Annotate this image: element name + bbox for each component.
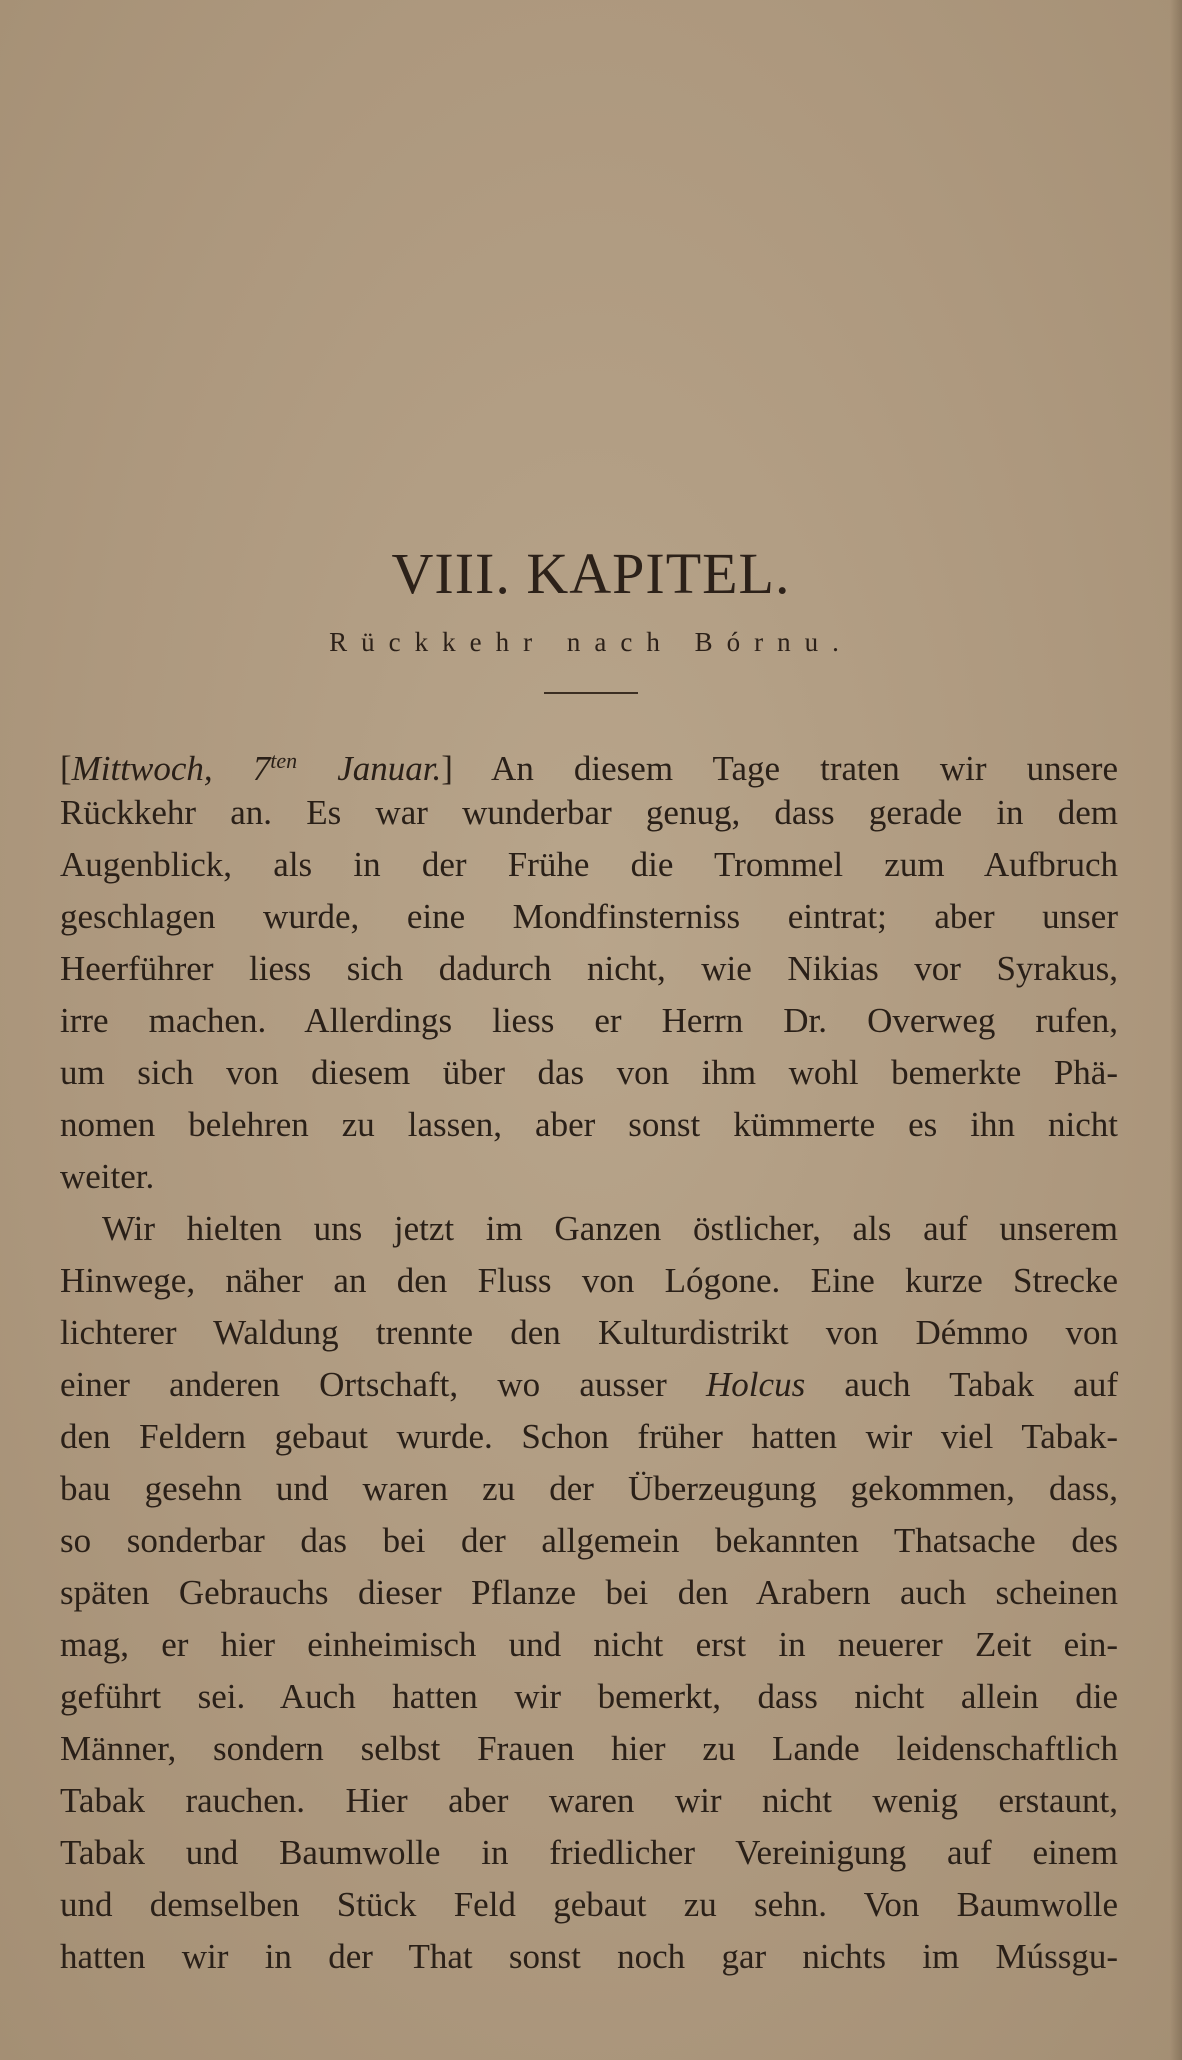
text-line: Tabak und Baumwolle in friedlicher Vereinigung auf einem <box>60 1833 1118 1872</box>
text-line: geführt sei. Auch hatten wir bemerkt, dass nicht allein die <box>60 1677 1118 1716</box>
text-line <box>60 735 1118 787</box>
date-bracket-close: ] <box>441 749 453 788</box>
text-line: Heerführer liess sich dadurch nicht, wie Nikias vor Syrakus, <box>60 949 1118 988</box>
text-line: irre machen. Allerdings liess er Herrn Dr. Overweg rufen, <box>60 1001 1118 1040</box>
text-line: Augenblick, als in der Frühe die Trommel zum Aufbruch <box>60 845 1118 884</box>
text-line-content: An diesem Tage traten wir unsere <box>452 749 1118 788</box>
date-ordinal-suffix: ten <box>270 748 298 773</box>
text-line: lichterer Waldung trennte den Kulturdistrikt von Démmo von <box>60 1313 1118 1352</box>
text-line: weiter. <box>60 1157 155 1196</box>
section-divider <box>544 692 638 694</box>
date-weekday: Mittwoch, 7 <box>71 749 271 788</box>
date-bracket-open: [ <box>60 749 72 788</box>
text-line: späten Gebrauchs dieser Pflanze bei den Arabern auch scheinen <box>60 1573 1118 1612</box>
text-line: bau gesehn und waren zu der Überzeugung gekommen, dass, <box>60 1469 1118 1508</box>
text-line: nomen belehren zu lassen, aber sonst kümmerte es ihn nicht <box>60 1105 1118 1144</box>
text-line: Hinwege, näher an den Fluss von Lógone. Eine kurze Strecke <box>60 1261 1118 1300</box>
text-line: mag, er hier einheimisch und nicht erst in neuerer Zeit ein- <box>60 1625 1118 1664</box>
chapter-title: VIII. KAPITEL. <box>391 541 791 606</box>
text-segment: einer anderen Ortschaft, wo ausser <box>60 1365 707 1404</box>
text-line: und demselben Stück Feld gebaut zu sehn. Von Baumwolle <box>60 1885 1118 1924</box>
text-line: hatten wir in der That sonst noch gar nichts im Mússgu- <box>60 1937 1118 1976</box>
text-line: Männer, sondern selbst Frauen hier zu Lande leidenschaftlich <box>60 1729 1118 1768</box>
chapter-subtitle: Rückkehr nach Bórnu. <box>329 627 853 657</box>
body-text <box>60 735 1118 1983</box>
date-month: Januar. <box>297 749 442 788</box>
text-line: so sonderbar das bei der allgemein bekannten Thatsache des <box>60 1521 1118 1560</box>
text-line: den Feldern gebaut wurde. Schon früher hatten wir viel Tabak- <box>60 1417 1118 1456</box>
page-edge-shadow <box>1170 0 1182 2060</box>
text-line: um sich von diesem über das von ihm wohl bemerkte Phä- <box>60 1053 1118 1092</box>
text-line: Rückkehr an. Es war wunderbar genug, dass gerade in dem <box>60 793 1118 832</box>
text-line: geschlagen wurde, eine Mondfinsterniss eintrat; aber unser <box>60 897 1118 936</box>
text-segment: auch Tabak auf <box>805 1365 1118 1404</box>
text-line <box>60 1359 1118 1411</box>
text-line: Wir hielten uns jetzt im Ganzen östlicher, als auf unserem <box>102 1209 1118 1248</box>
italic-term: Holcus <box>706 1365 806 1404</box>
text-line: Tabak rauchen. Hier aber waren wir nicht wenig erstaunt, <box>60 1781 1118 1820</box>
